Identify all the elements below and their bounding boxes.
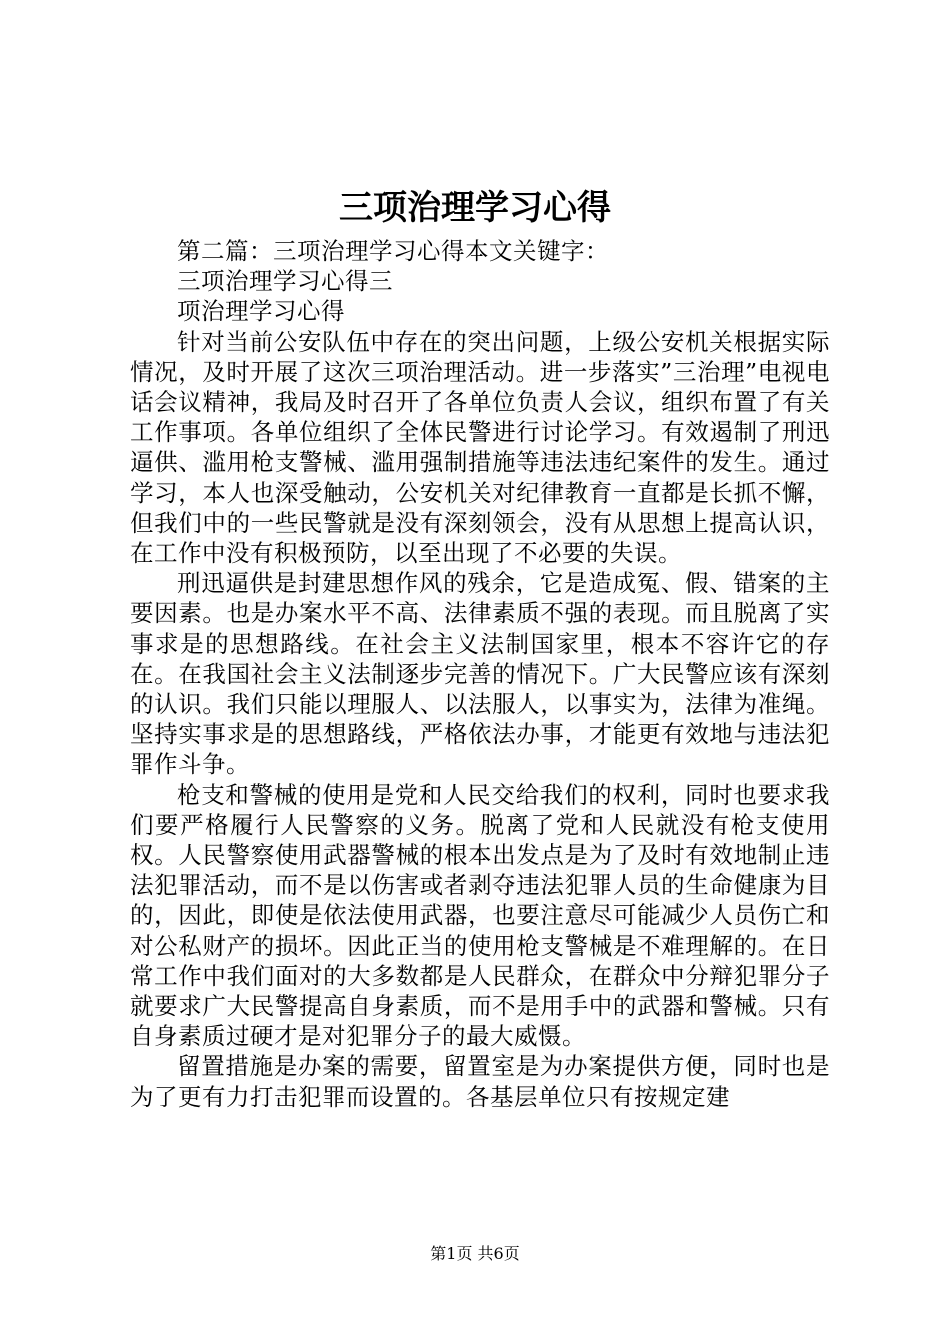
document-body	[130, 236, 830, 1112]
document-title: 三项治理学习心得	[339, 188, 611, 228]
page-footer: 第1页 共6页	[430, 1244, 520, 1263]
keyword-line: 三项治理学习心得三	[177, 267, 393, 296]
body-paragraph: 刑迅逼供是封建思想作风的残余，它是造成冤、假、错案的主要因素。也是办案水平不高、法律素质不强的表现。而且脱离了实事求是的思想路线。在社会主义法制国家里，根本不容许它的存在。在我国社会主义法制逐步完善的情况下。广大民警应该有深刻的认识。我们只能以理服人、以法服人，以事实为，法律为准绳。坚持实事求是的思想路线，严格依法办事，才能更有效地与违法犯罪作斗争。	[130, 569, 830, 779]
body-paragraph: 枪支和警械的使用是党和人民交给我们的权利，同时也要求我们要严格履行人民警察的义务。脱离了党和人民就没有枪支使用权。人民警察使用武器警械的根本出发点是为了及时有效地制止违法犯罪活动，而不是以伤害或者剥夺违法犯罪人员的生命健康为目的，因此，即使是依法使用武器，也要注意尽可能减少人员伤亡和对公私财产的损坏。因此正当的使用枪支警械是不难理解的。在日常工作中我们面对的大多数都是人民群众，在群众中分辩犯罪分子就要求广大民警提高自身素质，而不是用手中的武器和警械。只有自身素质过硬才是对犯罪分子的最大威慑。	[130, 780, 830, 1051]
keyword-line: 项治理学习心得	[177, 297, 345, 326]
keyword-line: 第二篇：三项治理学习心得本文关键字：	[177, 237, 609, 265]
body-paragraph: 针对当前公安队伍中存在的突出问题，上级公安机关根据实际情况，及时开展了这次三项治理活动。进一步落实”三治理”电视电话会议精神，我局及时召开了各单位负责人会议，组织布置了有关工作事项。各单位组织了全体民警进行讨论学习。有效遏制了刑迅逼供、滥用枪支警械、滥用强制措施等违法违纪案件的发生。通过学习，本人也深受触动，公安机关对纪律教育一直都是长抓不懈，但我们中的一些民警就是没有深刻领会，没有从思想上提高认识，在工作中没有积极预防，以至出现了不必要的失误。	[130, 327, 830, 568]
body-paragraph: 留置措施是办案的需要，留置室是为办案提供方便，同时也是为了更有力打击犯罪而设置的。各基层单位只有按规定建	[130, 1052, 830, 1111]
